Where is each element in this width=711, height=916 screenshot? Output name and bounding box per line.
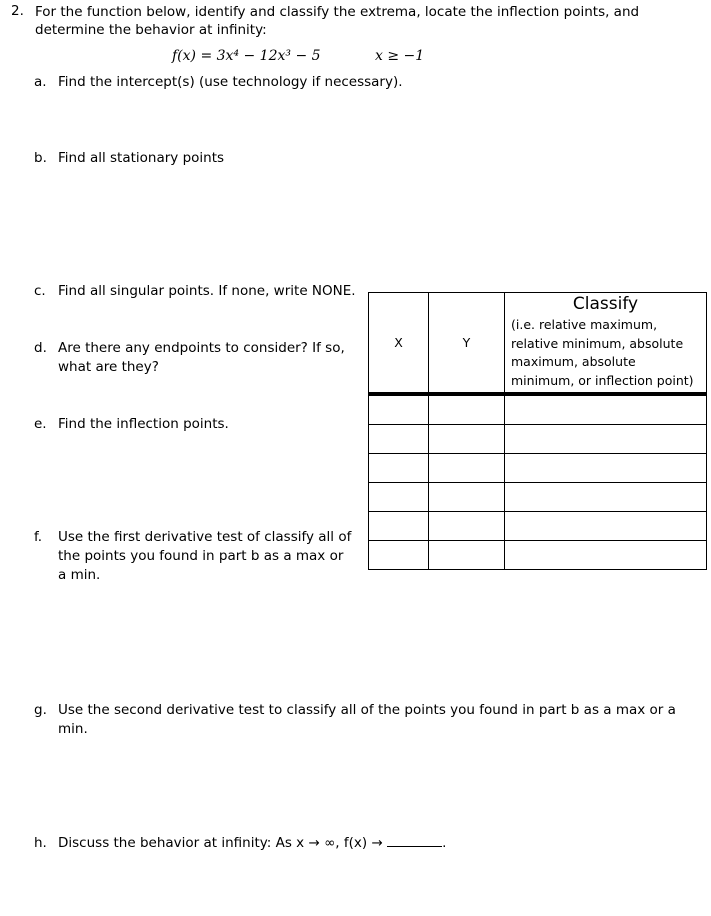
- part-d-label: d.: [34, 340, 47, 356]
- table-header-row: [369, 293, 707, 395]
- table-row: [369, 541, 707, 570]
- part-h-period: .: [442, 835, 447, 851]
- part-g-text: Use the second derivative test to classify all of the points you found in part b as a max or a min.: [58, 702, 676, 737]
- table-row: [369, 394, 707, 425]
- part-h-line: [58, 834, 618, 853]
- function-formula: f(x) = 3x⁴ − 12x³ − 5: [172, 48, 321, 64]
- table-row: [369, 425, 707, 454]
- cell-x[interactable]: [369, 483, 429, 512]
- question-number: 2.: [11, 3, 24, 19]
- cell-y[interactable]: [429, 425, 505, 454]
- cell-classify[interactable]: [505, 394, 707, 425]
- part-h-text: Discuss the behavior at infinity: As x → ∞, f(x) →: [58, 835, 383, 851]
- cell-y[interactable]: [429, 394, 505, 425]
- classify-title: Classify: [572, 294, 639, 314]
- cell-classify[interactable]: [505, 454, 707, 483]
- part-a-label: a.: [34, 74, 47, 90]
- cell-x[interactable]: [369, 425, 429, 454]
- part-a-text: Find the intercept(s) (use technology if necessary).: [58, 74, 403, 90]
- cell-x[interactable]: [369, 454, 429, 483]
- part-g-label: g.: [34, 702, 47, 718]
- question-prompt: For the function below, identify and classify the extrema, locate the inflection points, and determine the behavior at infinity:: [35, 4, 640, 38]
- part-d-text: Are there any endpoints to consider? If so, what are they?: [58, 340, 345, 375]
- cell-y[interactable]: [429, 454, 505, 483]
- header-classify: [505, 293, 707, 395]
- part-b-label: b.: [34, 150, 47, 166]
- cell-x[interactable]: [369, 394, 429, 425]
- part-e-label: e.: [34, 416, 47, 432]
- part-e-text: Find the inflection points.: [58, 416, 229, 432]
- part-c-text: Find all singular points. If none, write NONE.: [58, 283, 356, 299]
- classify-description: (i.e. relative maximum, relative minimum, absolute maximum, absolute minimum, or inflection point): [511, 317, 694, 388]
- answer-blank[interactable]: [387, 834, 442, 847]
- cell-classify[interactable]: [505, 541, 707, 570]
- cell-classify[interactable]: [505, 425, 707, 454]
- header-y: Y: [429, 293, 505, 395]
- cell-x[interactable]: [369, 541, 429, 570]
- table-row: [369, 483, 707, 512]
- part-f-text: Use the first derivative test of classify all of the points you found in part b as a max or a min.: [58, 529, 352, 583]
- cell-x[interactable]: [369, 512, 429, 541]
- table-row: [369, 512, 707, 541]
- table-row: [369, 454, 707, 483]
- part-h-label: h.: [34, 835, 47, 851]
- cell-classify[interactable]: [505, 512, 707, 541]
- part-c-label: c.: [34, 283, 46, 299]
- header-x: X: [369, 293, 429, 395]
- cell-y[interactable]: [429, 483, 505, 512]
- cell-y[interactable]: [429, 512, 505, 541]
- cell-classify[interactable]: [505, 483, 707, 512]
- function-domain: x ≥ −1: [375, 48, 425, 64]
- part-b-text: Find all stationary points: [58, 150, 225, 166]
- classification-table: [368, 292, 707, 570]
- cell-y[interactable]: [429, 541, 505, 570]
- part-f-label: f.: [34, 529, 43, 545]
